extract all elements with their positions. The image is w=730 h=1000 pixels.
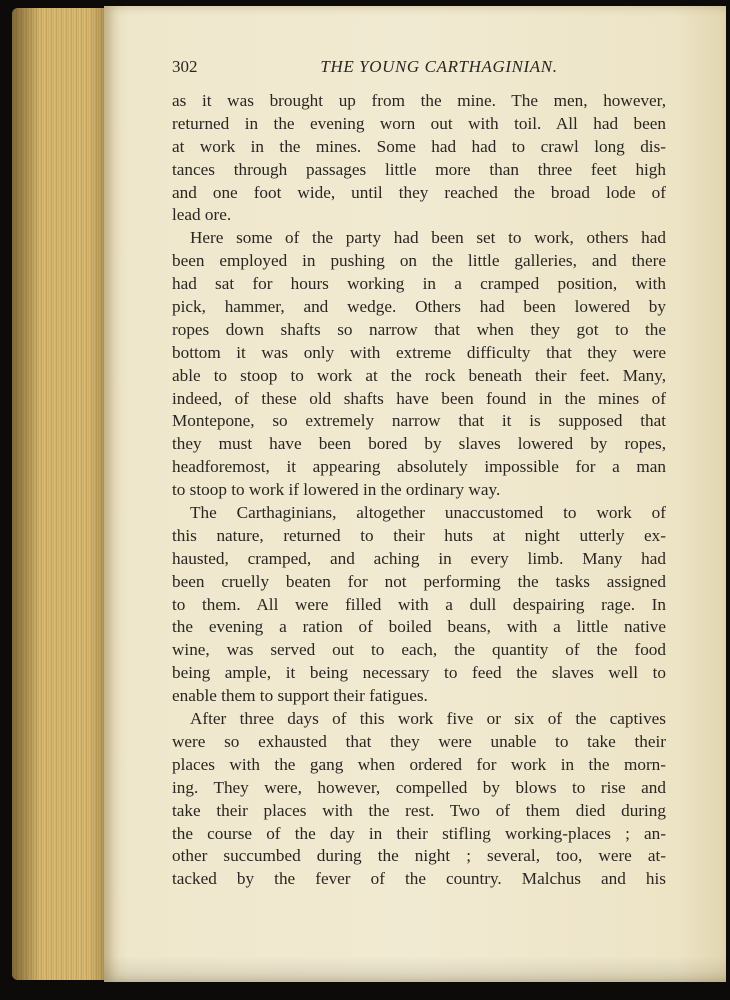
text-line: ropes down shafts so narrow that when they got to the [172, 319, 666, 339]
text-line: tances through passages little more than three feet high [172, 159, 666, 179]
text-line: this nature, returned to their huts at night utterly ex- [172, 525, 666, 545]
text-line: they must have been bored by slaves lowered by ropes, [172, 434, 666, 454]
text-line: lead ore. [172, 205, 232, 225]
text-line: After three days of this work five or six of the captives [190, 709, 666, 729]
text-line: returned in the evening worn out with toil. All had been [172, 113, 666, 133]
text-line: other succumbed during the night ; several, too, were at- [172, 846, 666, 866]
text-line: headforemost, it appearing absolutely impossible for a man [172, 457, 666, 477]
page-number: 302 [172, 57, 198, 76]
page-edges [12, 8, 108, 980]
book-page [104, 6, 726, 982]
text-line: enable them to support their fatigues. [172, 686, 428, 706]
text-line: were so exhausted that they were unable to take their [172, 731, 666, 751]
text-line: the evening a ration of boiled beans, with a little native [172, 617, 666, 637]
running-head [172, 53, 666, 81]
text-line: the course of the day in their stifling working-places ; an- [172, 823, 666, 843]
text-line: had sat for hours working in a cramped position, with [172, 274, 666, 294]
text-line: ing. They were, however, compelled by blows to rise and [172, 777, 666, 797]
text-line: been cruelly beaten for not performing the tasks assigned [172, 571, 666, 591]
text-line: able to stoop to work at the rock beneath their feet. Many, [172, 365, 666, 385]
page-content [172, 53, 666, 891]
text-line: bottom it was only with extreme difficulty that they were [172, 342, 666, 362]
text-line: at work in the mines. Some had had to crawl long dis- [172, 136, 666, 156]
text-line: indeed, of these old shafts have been found in the mines of [172, 388, 666, 408]
text-line: Here some of the party had been set to work, others had [190, 228, 666, 248]
text-line: hausted, cramped, and aching in every limb. Many had [172, 548, 666, 568]
running-title: THE YOUNG CARTHAGINIAN. [320, 57, 558, 76]
page-bottom-shadow [104, 956, 726, 982]
text-line: tacked by the fever of the country. Malchus and his [172, 869, 666, 889]
text-line: been employed in pushing on the little galleries, and there [172, 251, 666, 271]
text-line: to stoop to work if lowered in the ordinary way. [172, 480, 501, 500]
text-line: Montepone, so extremely narrow that it is supposed that [172, 411, 666, 431]
text-line: places with the gang when ordered for work in the morn- [172, 754, 666, 774]
text-line: The Carthaginians, altogether unaccustomed to work of [190, 503, 666, 523]
text-line: and one foot wide, until they reached the broad lode of [172, 182, 666, 202]
text-line: as it was brought up from the mine. The men, however, [172, 91, 666, 110]
text-line: pick, hammer, and wedge. Others had been lowered by [172, 297, 666, 317]
text-line: being ample, it being necessary to feed the slaves well to [172, 663, 666, 683]
text-line: take their places with the rest. Two of them died during [172, 800, 666, 820]
body-text [172, 90, 666, 891]
text-line: wine, was served out to each, the quantity of the food [172, 640, 666, 660]
text-line: to them. All were filled with a dull despairing rage. In [172, 594, 666, 614]
